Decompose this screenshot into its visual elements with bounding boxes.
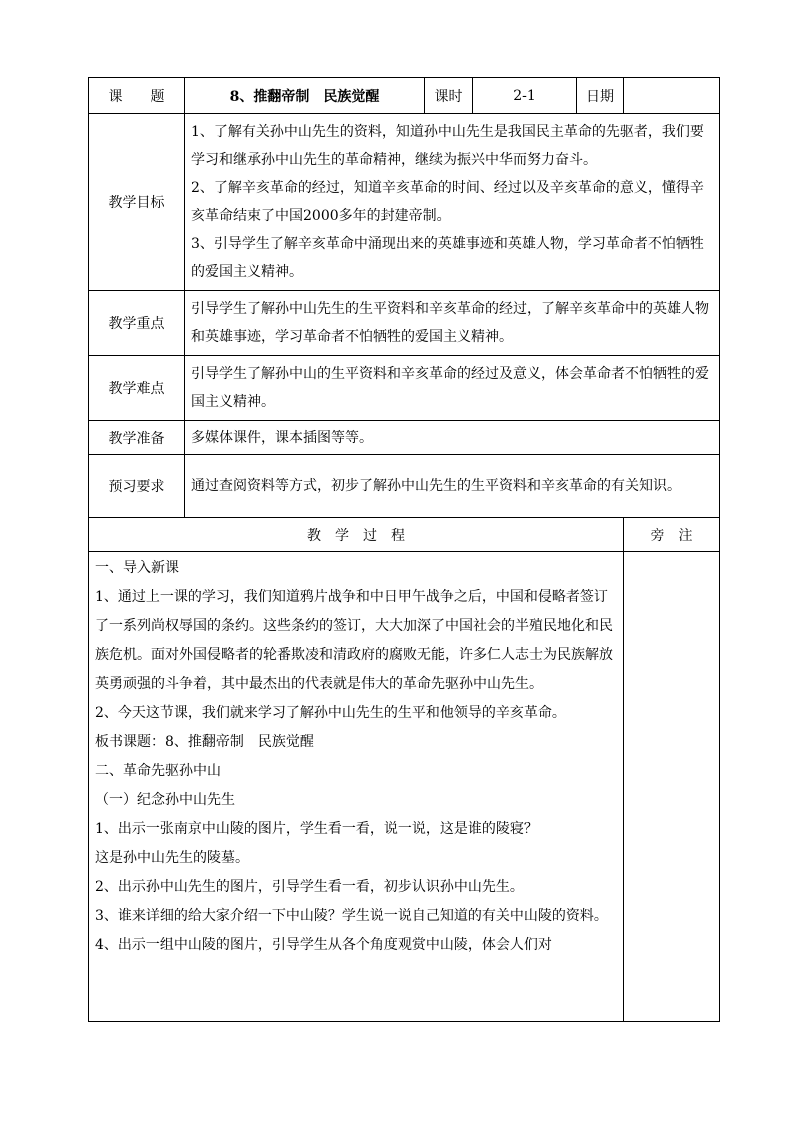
date-value (624, 78, 720, 114)
preparation-row (89, 421, 720, 455)
preview-label: 预习要求 (89, 455, 185, 518)
date-label: 日期 (577, 78, 624, 114)
process-line: 板书课题：8、推翻帝制 民族觉醒 (95, 734, 314, 750)
process-line: 4、出示一组中山陵的图片，引导学生从各个角度观赏中山陵，体会人们对 (95, 937, 552, 953)
process-header-row (89, 518, 720, 552)
key-points-label: 教学重点 (89, 291, 185, 356)
process-line: 1、出示一张南京中山陵的图片，学生看一看，说一说，这是谁的陵寝？ (95, 821, 538, 837)
goals-label: 教学目标 (89, 114, 185, 291)
key-points-row (89, 291, 720, 356)
side-notes-cell (624, 552, 720, 1022)
process-line: 2、今天这节课，我们就来学习了解孙中山先生的生平和他领导的辛亥革命。 (95, 705, 566, 721)
process-body-row (89, 552, 720, 1022)
process-line: 一、导入新课 (95, 560, 179, 576)
process-line: 二、革命先驱孙中山 (95, 763, 221, 779)
process-line: 这是孙中山先生的陵墓。 (95, 850, 249, 866)
side-notes-header: 旁 注 (624, 518, 720, 552)
lesson-plan-table (88, 77, 720, 1022)
key-points-text: 引导学生了解孙中山先生的生平资料和辛亥革命的经过，了解辛亥革命中的英雄人物和英雄事迹，学习革命者不怕牺牲的爱国主义精神。 (185, 291, 720, 356)
lesson-plan-sheet (88, 77, 719, 1022)
header-row (89, 78, 720, 114)
difficulties-label: 教学难点 (89, 356, 185, 421)
goals-row (89, 114, 720, 291)
preparation-label: 教学准备 (89, 421, 185, 455)
goal-item: 3、引导学生了解辛亥革命中涌现出来的英雄事迹和英雄人物，学习革命者不怕牺牲的爱国主义精神。 (191, 236, 704, 280)
process-header: 教 学 过 程 (89, 518, 624, 552)
preparation-text: 多媒体课件，课本插图等等。 (185, 421, 720, 455)
difficulties-text: 引导学生了解孙中山的生平资料和辛亥革命的经过及意义，体会革命者不怕牺牲的爱国主义精神。 (185, 356, 720, 421)
lesson-title: 8、推翻帝制 民族觉醒 (185, 78, 425, 114)
difficulties-row (89, 356, 720, 421)
process-line: 2、出示孙中山先生的图片，引导学生看一看，初步认识孙中山先生。 (95, 879, 524, 895)
process-line: 1、通过上一课的学习，我们知道鸦片战争和中日甲午战争之后，中国和侵略者签订了一系列尚权辱国的条约。这些条约的签订，大大加深了中国社会的半殖民地化和民族危机。面对外国侵略者的轮番欺凌和清政府的腐败无能，许多仁人志士为民族解放英勇顽强的斗争着，其中最杰出的代表就是伟大的革命先驱孙中山先生。 (95, 589, 613, 692)
process-line: 3、谁来详细的给大家介绍一下中山陵？学生说一说自己知道的有关中山陵的资料。 (95, 908, 608, 924)
goal-item: 2、了解辛亥革命的经过，知道辛亥革命的时间、经过以及辛亥革命的意义，懂得辛亥革命结束了中国2000多年的封建帝制。 (191, 180, 704, 224)
goals-content (185, 114, 720, 291)
preview-text: 通过查阅资料等方式，初步了解孙中山先生的生平资料和辛亥革命的有关知识。 (185, 455, 720, 518)
goal-item: 1、了解有关孙中山先生的资料，知道孙中山先生是我国民主革命的先驱者，我们要学习和继承孙中山先生的革命精神，继续为振兴中华而努力奋斗。 (191, 124, 704, 168)
period-value: 2-1 (473, 78, 577, 114)
process-content (89, 552, 624, 1022)
period-label: 课时 (425, 78, 473, 114)
process-line: （一）纪念孙中山先生 (95, 792, 235, 808)
course-label: 课 题 (89, 78, 185, 114)
preview-row (89, 455, 720, 518)
